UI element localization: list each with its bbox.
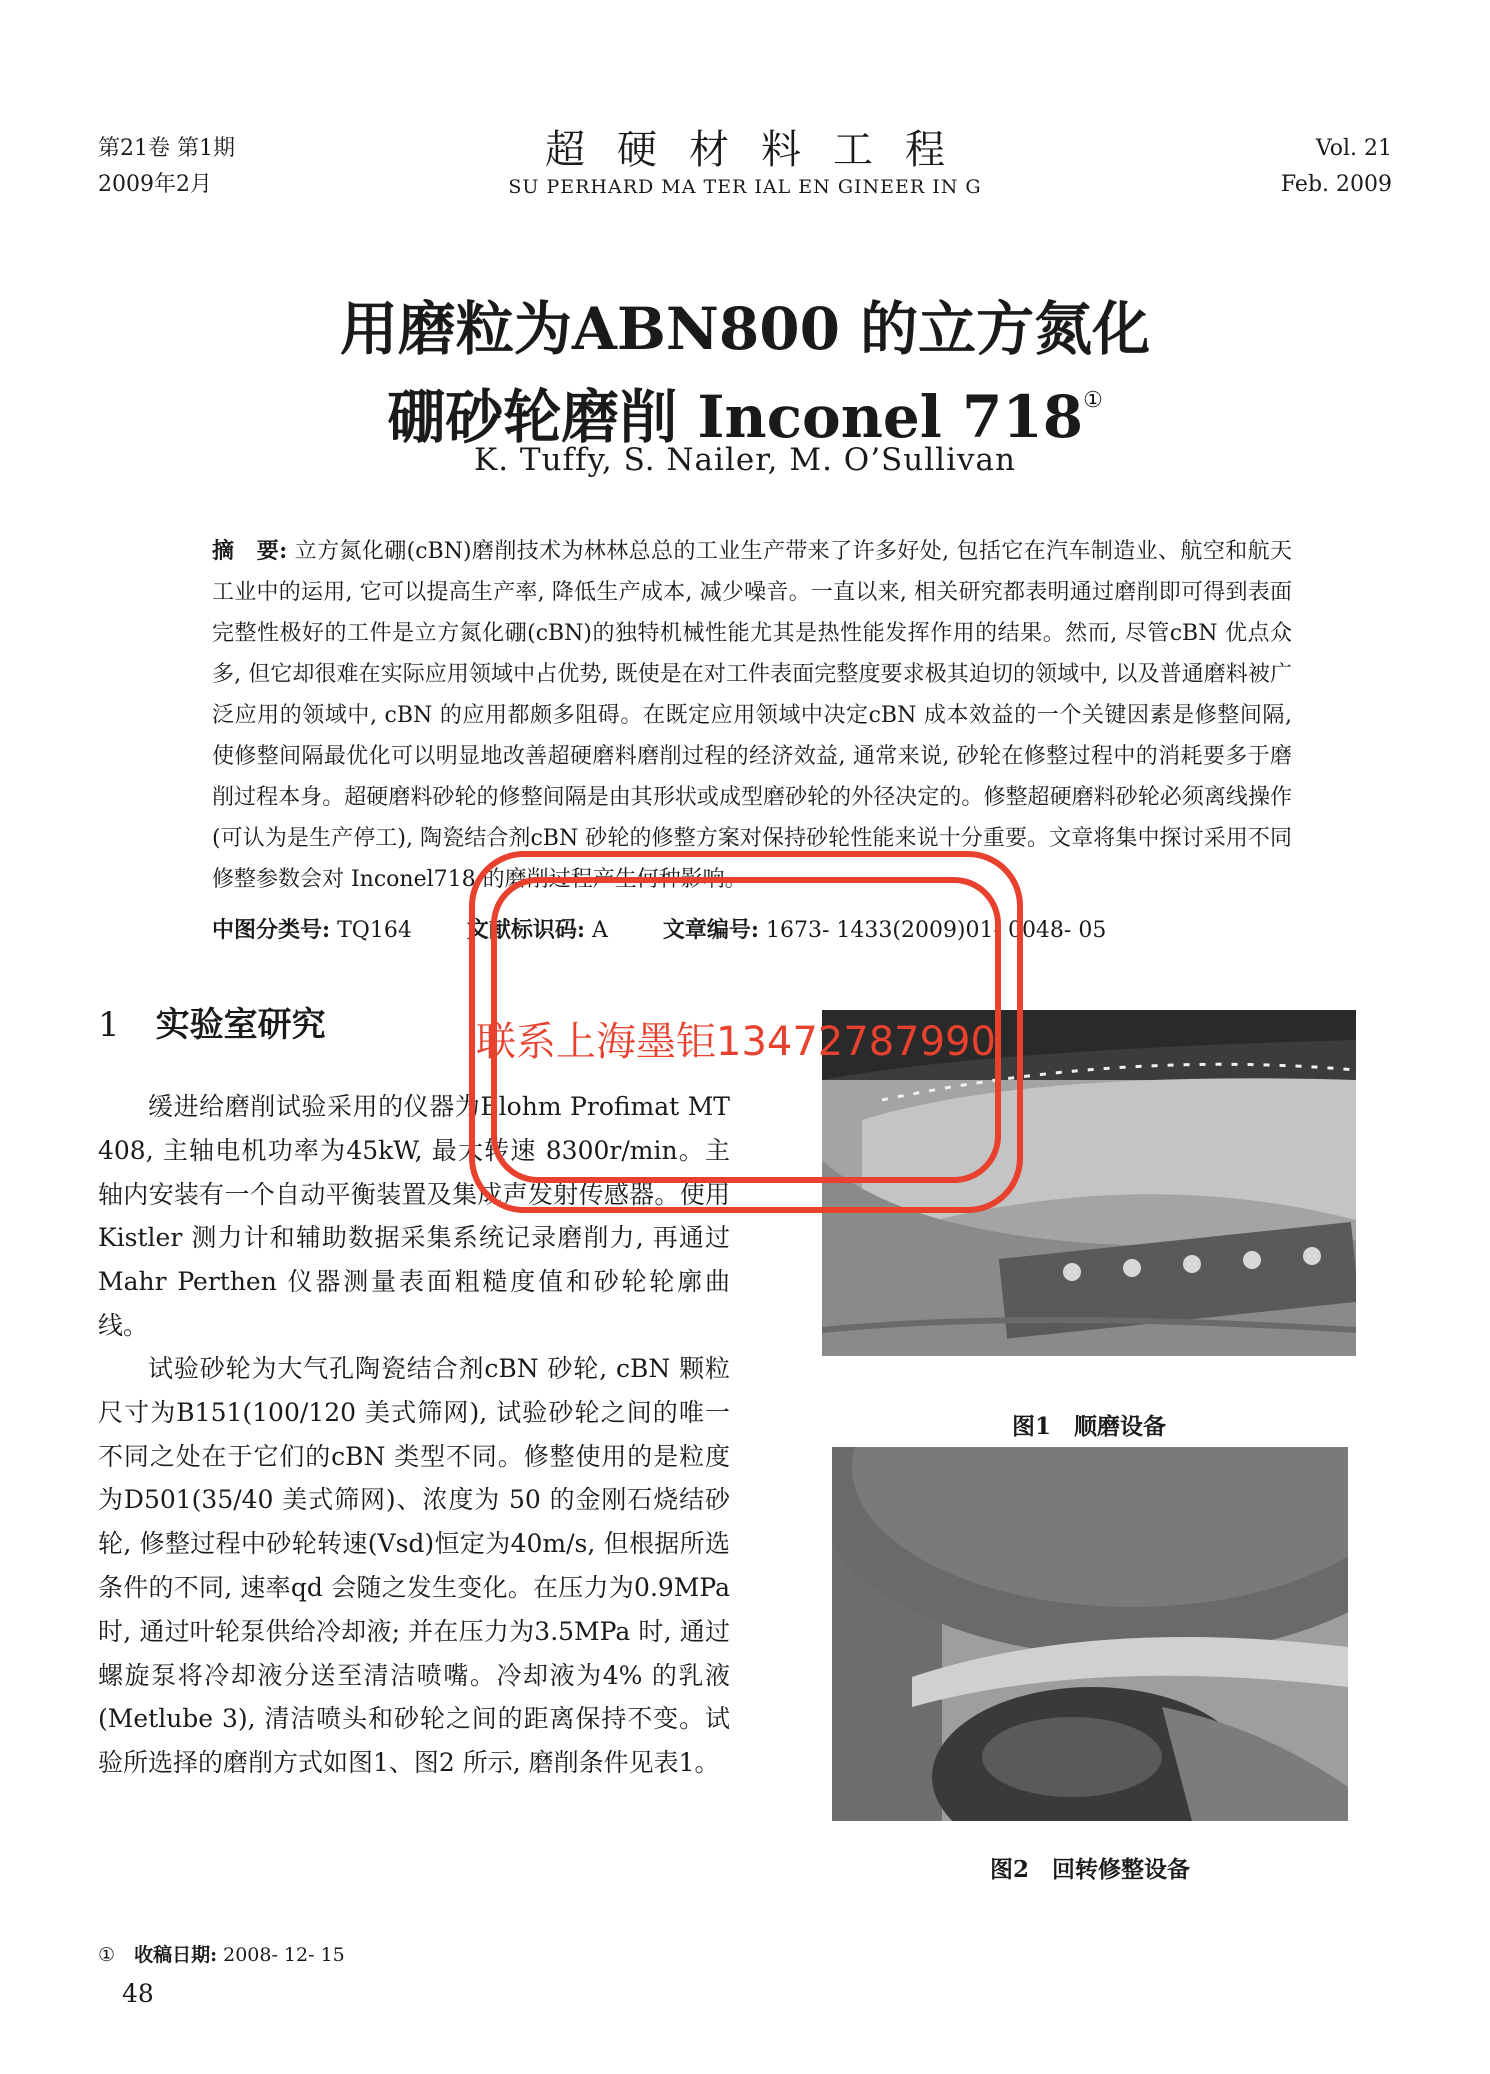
page-number: 48	[122, 1979, 154, 2008]
figure-2-image	[832, 1447, 1348, 1821]
art-label: 文章编号:	[662, 917, 759, 943]
clc-label: 中图分类号:	[212, 917, 331, 943]
date-en: Feb. 2009	[1280, 172, 1392, 197]
volume-en: Vol. 21	[1315, 136, 1392, 161]
section-title: 实验室研究	[155, 1005, 326, 1045]
clc-value: TQ164	[330, 918, 412, 943]
doc-label: 文献标识码:	[466, 917, 585, 943]
figure-2-caption: 图2 回转修整设备	[989, 1856, 1190, 1883]
figure-2-photo	[832, 1447, 1348, 1821]
paper-title-line2	[0, 365, 1490, 453]
journal-title-cn: 超硬材料工程	[545, 127, 977, 173]
abstract-text: 立方氮化硼(cBN)磨削技术为林林总总的工业生产带来了许多好处, 包括它在汽车制造业、航空和航天工业中的运用, 它可以提高生产率, 降低生产成本, 减少噪音。一直以来, 相关研究都表明通过磨削即可得到表面完整性极好的工件是立方氮化硼(cBN)的独特机械性能尤其是热性能发挥作用的结果。然而, 尽管cBN 优点众多, 但它却很难在实际应用领域中占优势, 既使是在对工件表面完整度要求极其迫切的领域中, 以及普通磨料被广泛应用的领域中, cBN 的应用都颇多阻碍。在既定应用领域中决定cBN 成本效益的一个关键因素是修整间隔, 使修整间隔最优化可以明显地改善超硬磨料磨削过程的经济效益, 通常来说, 砂轮在修整过程中的消耗要多于磨削过程本身。超硬磨料砂轮的修整间隔是由其形状或成型磨砂轮的外径决定的。修整超硬磨料砂轮必须离线操作(可认为是生产停工), 陶瓷结合剂cBN 砂轮的修整方案对保持砂轮性能来说十分重要。文章将集中探讨采用不同修整参数会对 Inconel718 的磨削过程产生何种影响。	[212, 539, 1292, 892]
footnote-value: 2008- 12- 15	[217, 1944, 345, 1966]
date-cn: 2009年2月	[98, 172, 212, 197]
paper-title-text: 硼砂轮磨削 Inconel 718	[387, 383, 1084, 451]
journal-title-en: SU PERHARD MA TER IAL EN GINEER IN G	[508, 176, 982, 198]
paper-title-line1: 用磨粒为ABN800 的立方氮化	[339, 295, 1151, 363]
abstract	[212, 531, 1292, 900]
header-right	[1281, 131, 1392, 203]
clc-number	[212, 918, 412, 943]
figure-1-caption: 图1 顺磨设备	[1011, 1413, 1166, 1440]
body-paragraph-2: 试验砂轮为大气孔陶瓷结合剂cBN 砂轮, cBN 颗粒尺寸为B151(100/120 美式筛网), 试验砂轮之间的唯一不同之处在于它们的cBN 类型不同。修整使用的是粒度为D501(35/40 美式筛网)、浓度为 50 的金刚石烧结砂轮, 修整过程中砂轮转速(Vsd)恒定为40m/s, 但根据所选条件的不同, 速率qd 会随之发生变化。在压力为0.9MPa 时, 通过叶轮泵供给冷却液; 并在压力为3.5MPa 时, 通过螺旋泵将冷却液分送至清洁喷嘴。冷却液为4% 的乳液(Metlube 3), 清洁喷头和砂轮之间的距离保持不变。试验所选择的磨削方式如图1、图2 所示, 磨削条件见表1。	[98, 1354, 730, 1778]
footnote-mark: ①	[98, 1944, 116, 1966]
abstract-label: 摘 要:	[212, 538, 288, 564]
volume-issue-cn: 第21卷 第1期	[98, 136, 235, 161]
section-heading	[98, 997, 326, 1046]
watermark-text: 联系上海墨钜13472787990	[476, 1019, 996, 1065]
footnote	[98, 1940, 345, 1967]
title-footnote-mark: ①	[1083, 388, 1103, 413]
doc-value: A	[584, 918, 608, 943]
authors: K. Tuffy, S. Nailer, M. O’Sullivan	[474, 442, 1016, 478]
art-value: 1673- 1433(2009)01- 0048- 05	[758, 918, 1107, 943]
section-number: 1	[98, 1005, 120, 1045]
footnote-label: 收稿日期:	[134, 1944, 218, 1966]
body-paragraph-1: 缓进给磨削试验采用的仪器为Blohm Profimat MT 408, 主轴电机功率为45kW, 最大转速 8300r/min。主轴内安装有一个自动平衡装置及集成声发射传感器。使用Kistler 测力计和辅助数据采集系统记录磨削力, 再通过Mahr Perthen 仪器测量表面粗糙度值和砂轮轮廓曲线。	[98, 1092, 730, 1340]
